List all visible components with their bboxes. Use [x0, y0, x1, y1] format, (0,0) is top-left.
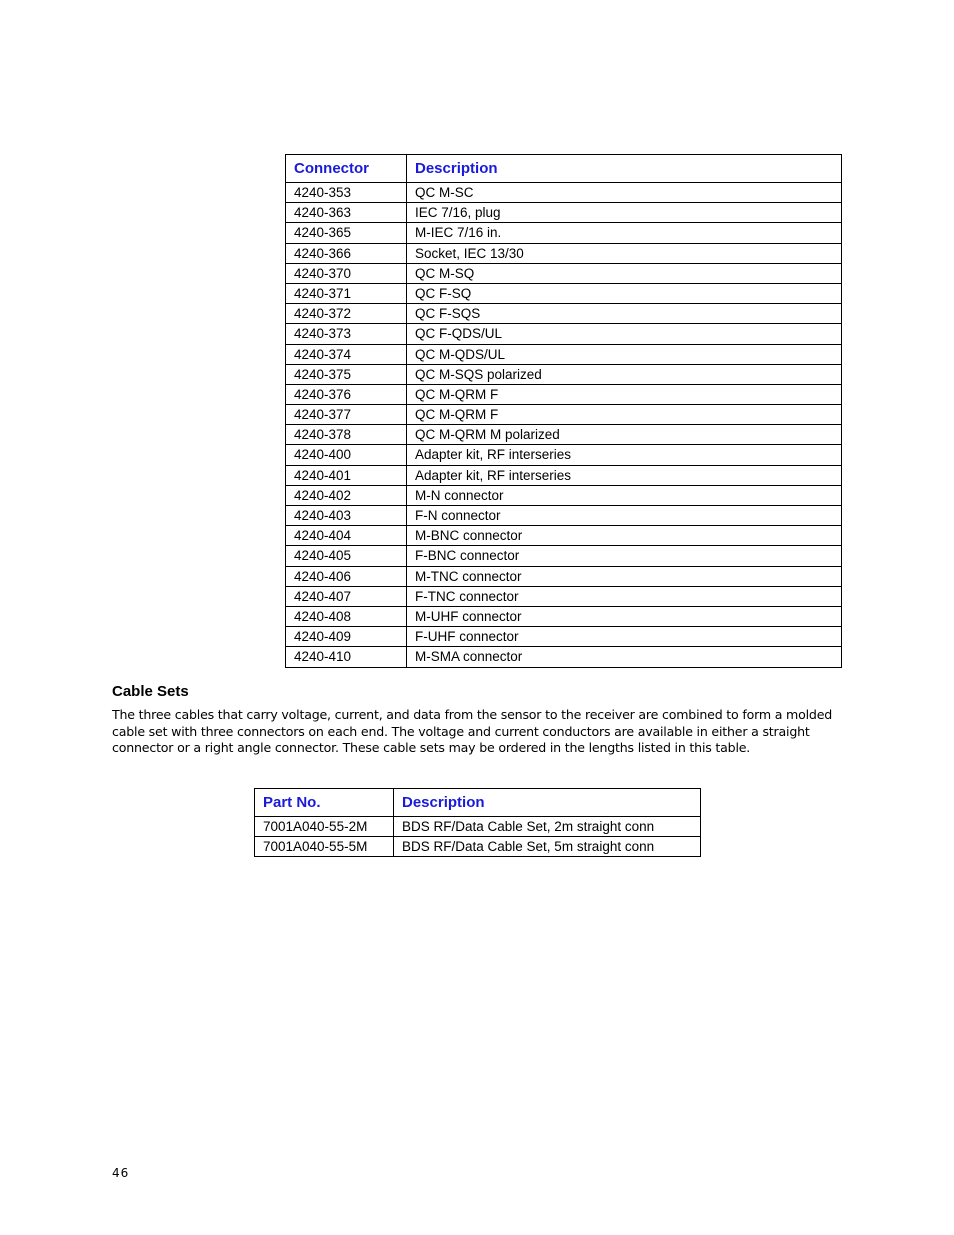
- connector-cell: 4240-410: [286, 647, 407, 667]
- connector-cell: 4240-408: [286, 606, 407, 626]
- table-header-row: [255, 789, 701, 817]
- description-cell: QC F-QDS/UL: [407, 324, 842, 344]
- table-row: [286, 384, 842, 404]
- table-row: [286, 364, 842, 384]
- connector-cell: 4240-377: [286, 405, 407, 425]
- page-number: 46: [112, 1166, 130, 1180]
- table-row: [286, 243, 842, 263]
- connector-cell: 4240-409: [286, 627, 407, 647]
- table-row: [286, 465, 842, 485]
- description-cell: QC M-SQ: [407, 263, 842, 283]
- connector-cell: 4240-363: [286, 203, 407, 223]
- description-cell: Socket, IEC 13/30: [407, 243, 842, 263]
- table-row: [286, 526, 842, 546]
- table-row: [286, 506, 842, 526]
- description-cell: Adapter kit, RF interseries: [407, 465, 842, 485]
- connector-cell: 4240-353: [286, 183, 407, 203]
- part-number-cell: 7001A040-55-5M: [255, 837, 394, 857]
- description-cell: QC M-SQS polarized: [407, 364, 842, 384]
- connector-cell: 4240-372: [286, 304, 407, 324]
- cable-set-table: [254, 788, 701, 857]
- connector-cell: 4240-366: [286, 243, 407, 263]
- table-row: [286, 425, 842, 445]
- table-row: [286, 263, 842, 283]
- connector-cell: 4240-404: [286, 526, 407, 546]
- table-row: [286, 405, 842, 425]
- table-row: [255, 837, 701, 857]
- description-cell: F-TNC connector: [407, 586, 842, 606]
- description-cell: M-SMA connector: [407, 647, 842, 667]
- table-header-row: [286, 155, 842, 183]
- description-cell: QC M-QRM F: [407, 384, 842, 404]
- description-cell: QC F-SQS: [407, 304, 842, 324]
- connector-table: [285, 154, 842, 668]
- description-cell: IEC 7/16, plug: [407, 203, 842, 223]
- connector-cell: 4240-374: [286, 344, 407, 364]
- section-paragraph: The three cables that carry voltage, current, and data from the sensor to the receiver are combined to form a molded cable set with three connectors on each end. The voltage and current conductors are available in either a straight connector or a right angle connector. These cable sets may be ordered in the lengths listed in this table.: [112, 707, 833, 756]
- table-row: [286, 586, 842, 606]
- connector-cell: 4240-401: [286, 465, 407, 485]
- column-header-description: Description: [394, 789, 701, 817]
- section-heading: Cable Sets: [112, 683, 189, 700]
- table-row: [286, 223, 842, 243]
- description-cell: M-BNC connector: [407, 526, 842, 546]
- table-row: [286, 283, 842, 303]
- column-header-part-no: Part No.: [255, 789, 394, 817]
- table-row: [286, 203, 842, 223]
- connector-cell: 4240-406: [286, 566, 407, 586]
- description-cell: F-BNC connector: [407, 546, 842, 566]
- description-cell: BDS RF/Data Cable Set, 2m straight conn: [394, 817, 701, 837]
- description-cell: M-IEC 7/16 in.: [407, 223, 842, 243]
- table-row: [286, 627, 842, 647]
- description-cell: F-UHF connector: [407, 627, 842, 647]
- description-cell: M-TNC connector: [407, 566, 842, 586]
- table-row: [286, 566, 842, 586]
- table-row: [286, 304, 842, 324]
- table-row: [286, 606, 842, 626]
- table-row: [286, 344, 842, 364]
- table-row: [286, 485, 842, 505]
- connector-cell: 4240-371: [286, 283, 407, 303]
- table-row: [286, 546, 842, 566]
- connector-cell: 4240-370: [286, 263, 407, 283]
- description-cell: BDS RF/Data Cable Set, 5m straight conn: [394, 837, 701, 857]
- description-cell: QC M-QRM F: [407, 405, 842, 425]
- connector-cell: 4240-365: [286, 223, 407, 243]
- table-row: [255, 817, 701, 837]
- connector-cell: 4240-403: [286, 506, 407, 526]
- connector-cell: 4240-375: [286, 364, 407, 384]
- connector-cell: 4240-378: [286, 425, 407, 445]
- description-cell: QC M-QDS/UL: [407, 344, 842, 364]
- table-row: [286, 324, 842, 344]
- connector-cell: 4240-405: [286, 546, 407, 566]
- table-row: [286, 445, 842, 465]
- connector-cell: 4240-402: [286, 485, 407, 505]
- description-cell: F-N connector: [407, 506, 842, 526]
- column-header-description: Description: [407, 155, 842, 183]
- connector-cell: 4240-400: [286, 445, 407, 465]
- description-cell: QC M-QRM M polarized: [407, 425, 842, 445]
- table-row: [286, 183, 842, 203]
- column-header-connector: Connector: [286, 155, 407, 183]
- table-row: [286, 647, 842, 667]
- description-cell: Adapter kit, RF interseries: [407, 445, 842, 465]
- description-cell: QC F-SQ: [407, 283, 842, 303]
- connector-cell: 4240-407: [286, 586, 407, 606]
- connector-cell: 4240-376: [286, 384, 407, 404]
- description-cell: M-N connector: [407, 485, 842, 505]
- connector-cell: 4240-373: [286, 324, 407, 344]
- description-cell: QC M-SC: [407, 183, 842, 203]
- part-number-cell: 7001A040-55-2M: [255, 817, 394, 837]
- description-cell: M-UHF connector: [407, 606, 842, 626]
